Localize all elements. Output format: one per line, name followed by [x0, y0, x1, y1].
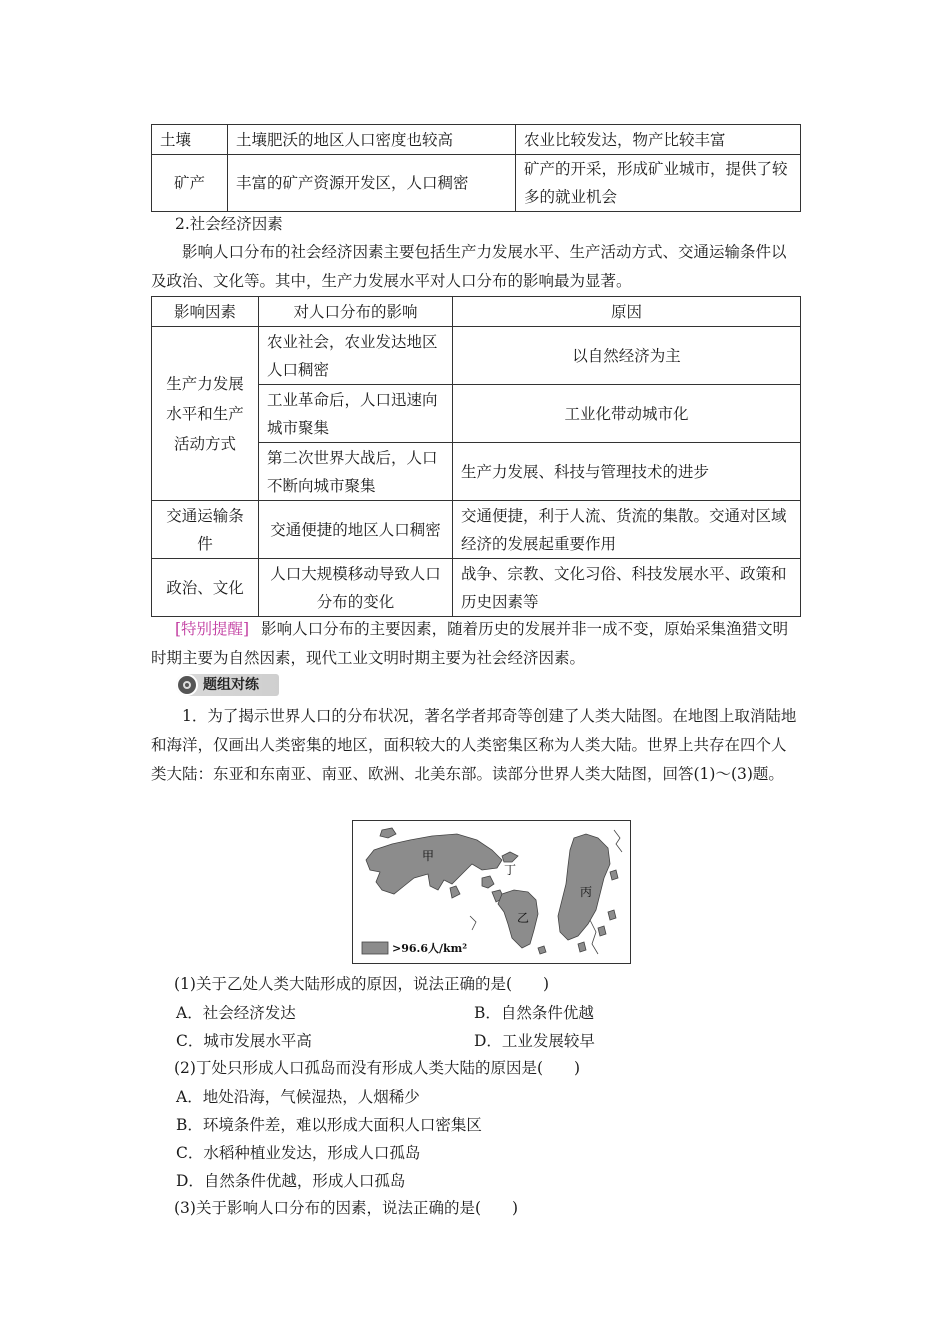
- practice-badge: [176, 674, 279, 696]
- option-a[interactable]: A．社会经济发达: [176, 1004, 296, 1022]
- reason-cell: 交通便捷，利于人流、货流的集散。交通对区域经济的发展起重要作用: [453, 501, 801, 559]
- legend-swatch: [362, 942, 388, 954]
- factor-cell: 交通运输条件: [152, 501, 259, 559]
- tip-text: 影响人口分布的主要因素，随着历史的发展并非一成不变，原始采集渔猎文明时期主要为自然因素，现代工业文明时期主要为社会经济因素。: [151, 620, 789, 667]
- reason-cell: 战争、宗教、文化习俗、科技发展水平、政策和历史因素等: [453, 559, 801, 617]
- reason-cell: 农业比较发达，物产比较丰富: [516, 125, 801, 155]
- sub-question-2: (2)丁处只形成人口孤岛而没有形成人类大陆的原因是( ): [174, 1059, 581, 1077]
- table-row: [152, 559, 801, 617]
- map-label-ding: 丁: [504, 863, 517, 877]
- map-label-yi: 乙: [517, 911, 530, 925]
- option-c[interactable]: C．城市发展水平高: [176, 1032, 312, 1050]
- table-row: [152, 125, 801, 155]
- effect-cell: 工业革命后，人口迅速向城市聚集: [259, 385, 453, 443]
- table-row: [152, 155, 801, 212]
- table-row: [152, 501, 801, 559]
- target-icon: [176, 674, 198, 696]
- badge-label: 题组对练: [203, 677, 259, 693]
- reason-cell: 矿产的开采，形成矿业城市，提供了较多的就业机会: [516, 155, 801, 212]
- tip-label: [特别提醒]: [175, 620, 250, 638]
- option-b[interactable]: B．环境条件差，难以形成大面积人口密集区: [176, 1116, 482, 1134]
- column-header: 原因: [453, 297, 801, 327]
- question-1-intro: 1．为了揭示世界人口的分布状况，著名学者邦奇等创建了人类大陆图。在地图上取消陆地和海洋，仅画出人类密集的地区，面积较大的人类密集区称为人类大陆。世界上共存在四个人类大陆：东亚和东南亚、南亚、欧洲、北美东部。读部分世界人类大陆图，回答(1)～(3)题。: [151, 707, 797, 783]
- effect-cell: 丰富的矿产资源开发区，人口稠密: [228, 155, 516, 212]
- social-economic-factors-table: [151, 296, 801, 617]
- legend-label: >96.6人/km²: [392, 942, 468, 955]
- option-b[interactable]: B．自然条件优越: [474, 1004, 594, 1022]
- option-d[interactable]: D．工业发展较早: [474, 1032, 595, 1050]
- option-a[interactable]: A．地处沿海，气候湿热，人烟稀少: [176, 1088, 420, 1106]
- factor-cell: 生产力发展水平和生产活动方式: [152, 327, 259, 501]
- effect-cell: 交通便捷的地区人口稠密: [259, 501, 453, 559]
- sub-question-3: (3)关于影响人口分布的因素，说法正确的是( ): [174, 1199, 519, 1217]
- option-d[interactable]: D．自然条件优越，形成人口孤岛: [176, 1172, 406, 1190]
- reason-cell: 以自然经济为主: [453, 327, 801, 385]
- map-label-jia: 甲: [422, 849, 435, 863]
- effect-cell: 农业社会，农业发达地区人口稠密: [259, 327, 453, 385]
- table-header-row: [152, 297, 801, 327]
- special-tip: [151, 615, 801, 673]
- section-heading: 2.社会经济因素: [175, 215, 283, 233]
- natural-factors-table: [151, 124, 801, 212]
- factor-cell: 矿产: [152, 155, 228, 212]
- effect-cell: 人口大规模移动导致人口分布的变化: [259, 559, 453, 617]
- human-continent-map: [352, 820, 631, 964]
- factor-cell: 土壤: [152, 125, 228, 155]
- reason-cell: 生产力发展、科技与管理技术的进步: [453, 443, 801, 501]
- factor-cell: 政治、文化: [152, 559, 259, 617]
- sub-question-1: (1)关于乙处人类大陆形成的原因，说法正确的是( ): [174, 975, 550, 993]
- map-label-bing: 丙: [580, 885, 593, 899]
- option-c[interactable]: C．水稻种植业发达，形成人口孤岛: [176, 1144, 421, 1162]
- effect-cell: 第二次世界大战后，人口不断向城市聚集: [259, 443, 453, 501]
- reason-cell: 工业化带动城市化: [453, 385, 801, 443]
- column-header: 对人口分布的影响: [259, 297, 453, 327]
- section-intro: 影响人口分布的社会经济因素主要包括生产力发展水平、生产活动方式、交通运输条件以及政治、文化等。其中，生产力发展水平对人口分布的影响最为显著。: [151, 243, 787, 290]
- table-row: [152, 327, 801, 385]
- column-header: 影响因素: [152, 297, 259, 327]
- effect-cell: 土壤肥沃的地区人口密度也较高: [228, 125, 516, 155]
- region-yi-islet: [538, 946, 546, 954]
